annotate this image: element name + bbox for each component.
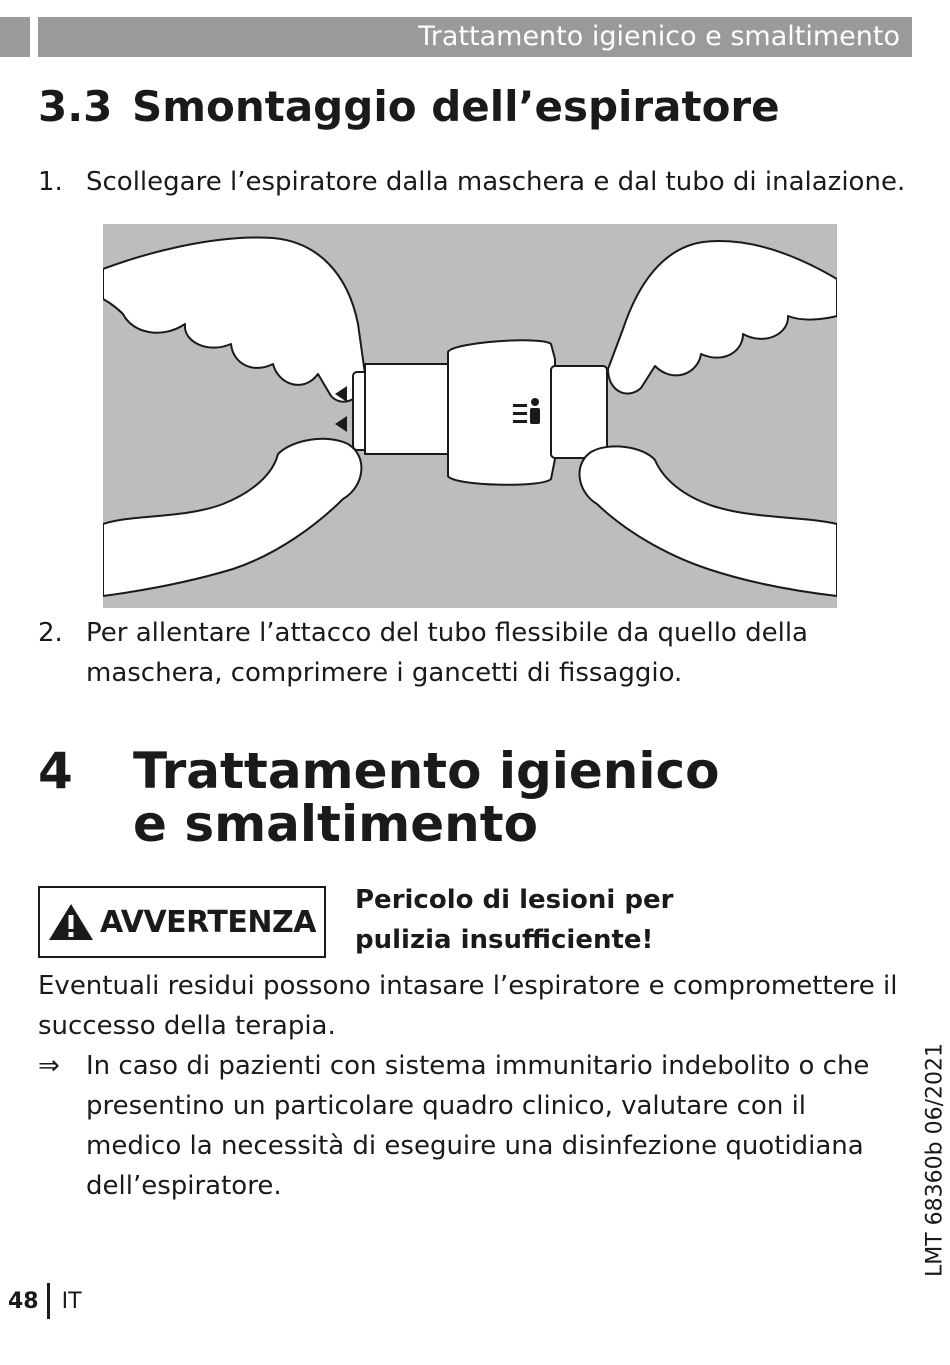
- arrow-icon: ⇒: [38, 1051, 60, 1081]
- step-number: 1.: [38, 167, 63, 197]
- chapter-number: 4: [38, 742, 73, 800]
- header-tab-marker: [0, 17, 30, 57]
- bullet-text: In caso di pazienti con sistema immunitario indebolito o che presentino un particolare quadro clinico, valutare con il medico la necessità di eseguire una disinfezione quotidiana dell’espiratore.: [86, 1051, 870, 1201]
- warning-triangle-icon: [48, 902, 94, 942]
- warning-text: Eventuali residui possono intasare l’espiratore e compromettere il successo della terapia.: [38, 971, 898, 1041]
- language-code: IT: [61, 1288, 82, 1314]
- page-footer: [8, 1283, 82, 1319]
- warning-badge: [38, 886, 326, 958]
- running-header: [0, 17, 912, 57]
- section-number: 3.3: [38, 82, 113, 131]
- header-title: Trattamento igienico e smaltimento: [38, 17, 912, 57]
- section-heading-3-3: [38, 82, 780, 131]
- step-text: Scollegare l’espiratore dalla maschera e dal tubo di inalazione.: [86, 167, 906, 197]
- page-number: 48: [8, 1288, 39, 1314]
- step-text: Per allentare l’attacco del tubo flessibile da quello della maschera, comprimere i gancetti di fissaggio.: [86, 618, 808, 688]
- warning-title: Pericolo di lesioni per pulizia insufficiente!: [355, 885, 674, 955]
- document-code: LMT 68360b 06/2021: [922, 1042, 948, 1278]
- step-number: 2.: [38, 618, 63, 648]
- chapter-title: Trattamento igienico e smaltimento: [133, 742, 720, 853]
- footer-divider: [47, 1283, 50, 1319]
- section-title: Smontaggio dell’espiratore: [132, 82, 780, 131]
- disassembly-illustration: [103, 224, 837, 608]
- hands-expirator-drawing: [103, 224, 837, 608]
- warning-label: AVVERTENZA: [100, 904, 316, 940]
